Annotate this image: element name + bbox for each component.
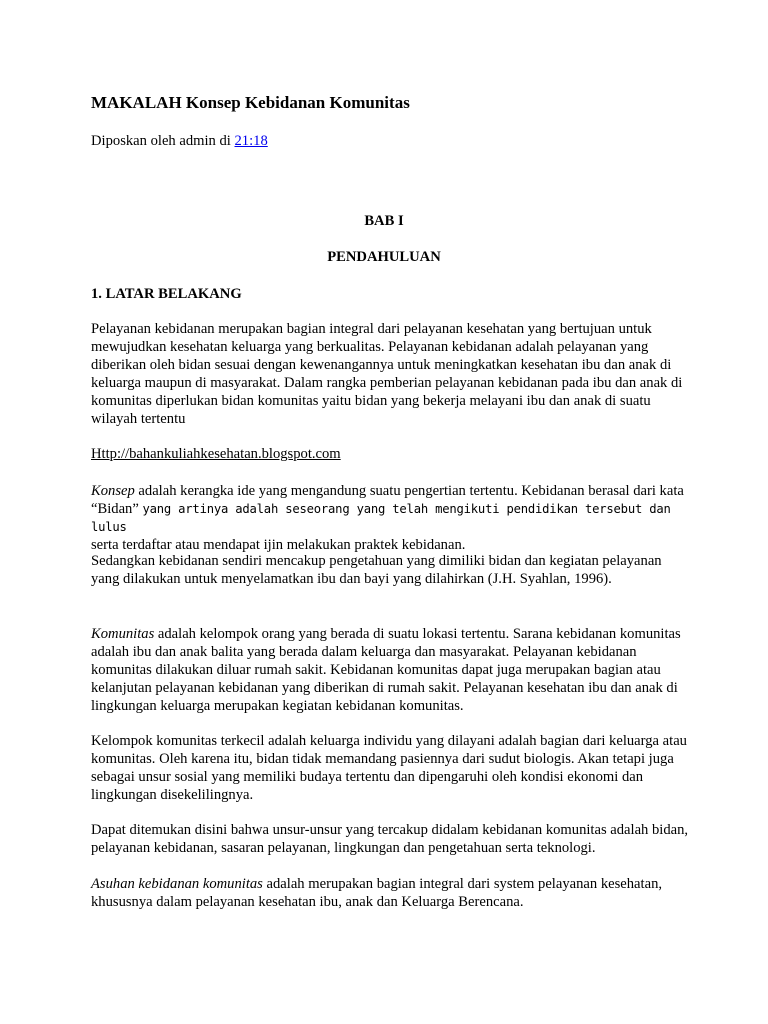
paragraph-kelompok: Kelompok komunitas terkecil adalah keluarga individu yang dilayani adalah bagian dari keluarga atau komunitas. Oleh karena itu, bidan tidak memandang pasiennya dari sudut biologis. Akan tetapi juga sebagai unsur sosial yang memiliki budaya tertentu dan dipengaruhi oleh kondisi ekonomi dan lingkungan disekelilingnya. (91, 733, 687, 803)
paragraph-konsep-end: serta terdaftar atau mendapat ijin melakukan praktek kebidanan. (91, 537, 466, 553)
post-time-link[interactable]: 21:18 (234, 133, 268, 149)
paragraph-unsur: Dapat ditemukan disini bahwa unsur-unsur yang tercakup didalam kebidanan komunitas adalah bidan, pelayanan kebidanan, sasaran pelayanan, lingkungan dan pengetahuan serta teknologi. (91, 822, 689, 856)
paragraph-intro: Pelayanan kebidanan merupakan bagian integral dari pelayanan kesehatan yang bertujuan untuk mewujudkan kesehatan keluarga yang berkualitas. Pelayanan kebidanan adalah pelayanan yang diberikan oleh bidan sesuai dengan kewenangannya untuk meningkatkan kesehatan ibu dan anak di keluarga maupun di masyarakat. Dalam rangka pemberian pelayanan kebidanan pada ibu dan anak di komunitas diperlukan bidan komunitas yaitu bidan yang bekerja melayani ibu dan anak di suatu wilayah tertentu (91, 321, 683, 427)
chapter-heading: BAB I (364, 213, 404, 229)
post-author-text: Diposkan oleh admin di (91, 133, 235, 149)
chapter-title: PENDAHULUAN (327, 249, 441, 265)
section-heading: 1. LATAR BELAKANG (91, 286, 242, 302)
paragraph-komunitas (91, 625, 691, 715)
term-komunitas: Komunitas (91, 626, 155, 642)
source-link[interactable] (91, 445, 691, 463)
source-link-text[interactable]: Http://bahankuliahkesehatan.blogspot.com (91, 446, 341, 462)
post-meta (91, 132, 691, 150)
post-title: MAKALAH Konsep Kebidanan Komunitas (91, 93, 410, 112)
paragraph-komunitas-text: adalah kelompok orang yang berada di suatu lokasi tertentu. Sarana kebidanan komunitas adalah ibu dan anak balita yang berada dalam keluarga dan masyarakat. Pelayanan kebidanan komunitas dilakukan diluar rumah sakit. Kebidanan komunitas dapat juga merupakan bagian atau kelanjutan pelayanan kebidanan yang diberikan di rumah sakit. Pelayanan kesehatan ibu dan anak di lingkungan keluarga merupakan kegiatan kebidanan komunitas. (91, 626, 681, 714)
paragraph-konsep (91, 482, 691, 554)
paragraph-asuhan (91, 875, 691, 911)
paragraph-kebidanan: Sedangkan kebidanan sendiri mencakup pengetahuan yang dimiliki bidan dan kegiatan pelayanan yang dilakukan untuk menyelamatkan ibu dan bayi yang dilahirkan (J.H. Syahlan, 1996). (91, 553, 662, 587)
term-asuhan: Asuhan kebidanan komunitas (91, 876, 263, 892)
paragraph-asuhan-text: adalah merupakan bagian integral dari system pelayanan kesehatan, khususnya dalam pelayanan kesehatan ibu, anak dan Keluarga Berencana. (91, 876, 663, 910)
term-konsep: Konsep (91, 483, 135, 499)
paragraph-konsep-text: adalah kerangka ide yang mengandung suatu pengertian tertentu. Kebidanan berasal dari kata “Bidan” (91, 483, 684, 517)
paragraph-konsep-mono: yang artinya adalah seseorang yang telah mengikuti pendidikan tersebut dan lulus (91, 502, 671, 534)
